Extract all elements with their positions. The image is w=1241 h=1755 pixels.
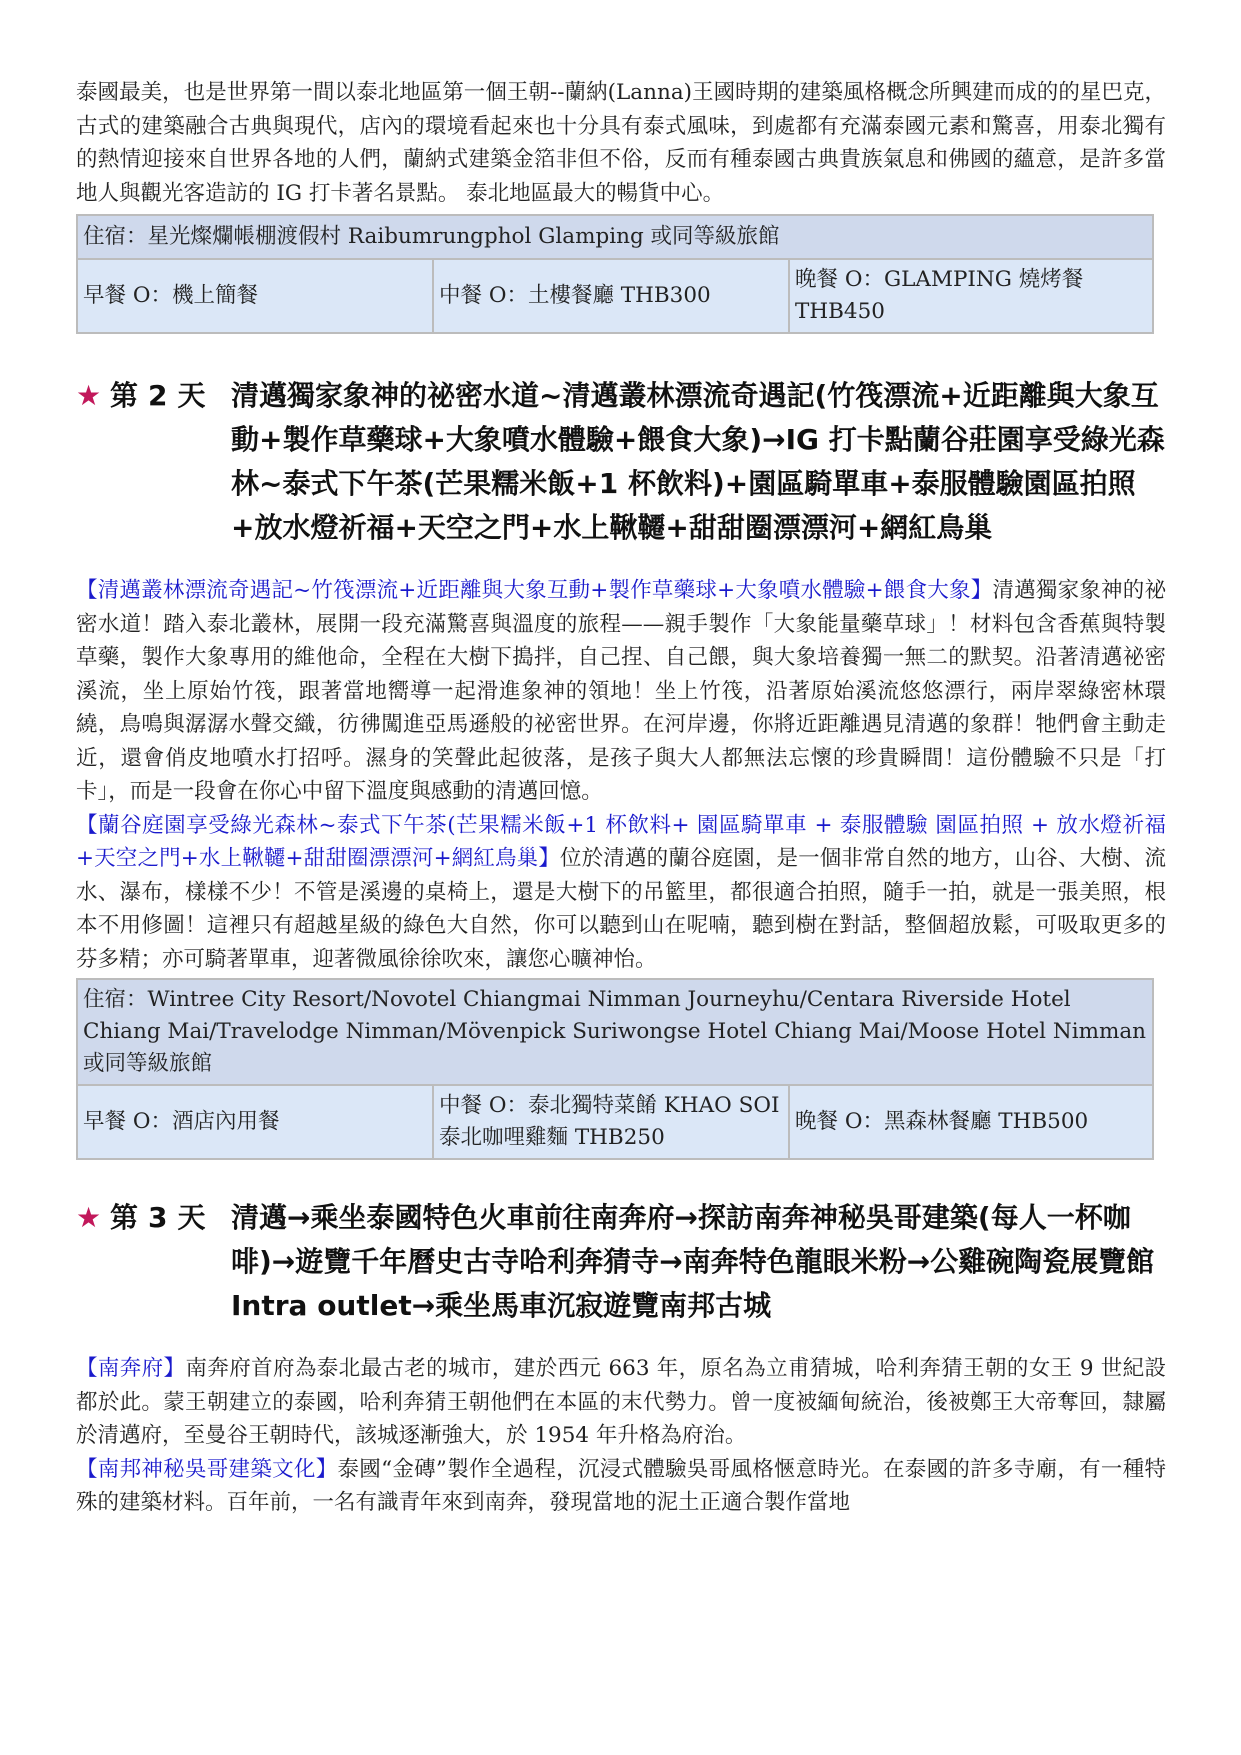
day2-accommodation: 住宿：Wintree City Resort/Novotel Chiangmai Nimman Journeyhu/Centara Riverside Hotel Chiang Mai/Travelodge Nimman/Mövenpick Suriwongse Hotel Chiang Mai/Moose Hotel Nimman 或同等級旅館 xyxy=(77,979,1153,1085)
day2-highlight-2: 【蘭谷庭園享受綠光森林~泰式下午茶(芒果糯米飯+1 杯飲料+ 園區騎單車 + 泰服體驗 園區拍照 + 放水燈祈福+天空之門+水上鞦韆+甜甜圈漂漂河+網紅鳥巢】 xyxy=(76,812,1166,871)
day2-highlight-1: 【清邁叢林漂流奇遇記~竹筏漂流+近距離與大象互動+製作草藥球+大象噴水體驗+餵食大象】 xyxy=(76,578,993,603)
day2-text-1: 清邁獨家象神的祕密水道！踏入泰北叢林，展開一段充滿驚喜與溫度的旅程——親手製作「大象能量藥草球」！材料包含香蕉與特製草藥，製作大象專用的維他命，全程在大樹下搗拌，自己捏、自己餵，與大象培養獨一無二的默契。沿著清邁祕密溪流，坐上原始竹筏，跟著當地嚮導一起滑進象神的領地！坐上竹筏，沿著原始溪流悠悠漂行，兩岸翠綠密林環繞，鳥鳴與潺潺水聲交織，彷彿闖進亞馬遜般的祕密世界。在河岸邊，你將近距離遇見清邁的象群！牠們會主動走近，還會俏皮地噴水打招呼。濕身的笑聲此起彼落，是孩子與大人都無法忘懷的珍貴瞬間！這份體驗不只是「打卡」，而是一段會在你心中留下溫度與感動的清邁回憶。 xyxy=(76,578,1166,804)
day2-lunch: 中餐 O：泰北獨特菜餚 KHAO SOI 泰北咖哩雞麵 THB250 xyxy=(433,1085,789,1159)
day2-title: 清邁獨家象神的祕密水道~清邁叢林漂流奇遇記(竹筏漂流+近距離與大象互動+製作草藥球+大象噴水體驗+餵食大象)→IG 打卡點蘭谷莊園享受綠光森林~泰式下午茶(芒果糯米飯+1 杯飲料)+園區騎單車+泰服體驗園區拍照+放水燈祈福+天空之門+水上鞦韆+甜甜圈漂漂河+網紅鳥巢 xyxy=(231,379,1165,544)
day2-info-table xyxy=(76,978,1154,1160)
star-icon: ★ xyxy=(76,1201,102,1234)
day1-info-table xyxy=(76,214,1154,334)
day2-suffix: 天 xyxy=(177,379,206,412)
day2-text-2: 位於清邁的蘭谷庭園，是一個非常自然的地方，山谷、大樹、流水、瀑布，樣樣不少！不管是溪邊的桌椅上，還是大樹下的吊籃里，都很適合拍照，隨手一拍，就是一張美照，根本不用修圖！這裡只有超越星級的綠色大自然，你可以聽到山在呢喃，聽到樹在對話，整個超放鬆，可吸取更多的芬多精；亦可騎著單車，迎著微風徐徐吹來，讓您心曠神怡。 xyxy=(76,846,1166,972)
day2-prefix: 第 xyxy=(110,379,139,412)
day2-label xyxy=(110,374,231,550)
day3-text-2: 泰國“金磚”製作全過程，沉浸式體驗吳哥風格愜意時光。在泰國的許多寺廟，有一種特殊的建築材料。百年前，一名有識青年來到南奔，發現當地的泥土正適合製作當地 xyxy=(76,1456,1166,1515)
day3-prefix: 第 xyxy=(110,1201,139,1234)
day1-breakfast: 早餐 O：機上簡餐 xyxy=(77,259,433,333)
day1-accommodation: 住宿：星光燦爛帳棚渡假村 Raibumrungphol Glamping 或同等級旅館 xyxy=(77,215,1153,259)
page-content xyxy=(76,0,1166,1520)
day1-dinner: 晚餐 O：GLAMPING 燒烤餐 THB450 xyxy=(789,259,1153,333)
day3-label xyxy=(110,1196,231,1328)
day3-suffix: 天 xyxy=(177,1201,206,1234)
day2-paragraph-2 xyxy=(76,809,1166,977)
day2-number: 2 xyxy=(148,379,168,412)
day3-text-1: 南奔府首府為泰北最古老的城市，建於西元 663 年，原名為立甫猜城，哈利奔猜王朝的女王 9 世紀設都於此。蒙王朝建立的泰國，哈利奔猜王朝他們在本區的末代勢力。曾一度被緬甸統治，後被鄭王大帝奪回，隸屬於清邁府，至曼谷王朝時代，該城逐漸強大，於 1954 年升格為府治。 xyxy=(76,1356,1166,1448)
day3-paragraph-1 xyxy=(76,1352,1166,1453)
day2-breakfast: 早餐 O：酒店內用餐 xyxy=(77,1085,433,1159)
day2-paragraph-1 xyxy=(76,574,1166,809)
day3-paragraph-2 xyxy=(76,1453,1166,1520)
day2-heading xyxy=(76,374,1166,550)
day2-dinner: 晚餐 O：黑森林餐廳 THB500 xyxy=(789,1085,1153,1159)
star-icon: ★ xyxy=(76,379,102,412)
day3-highlight-1: 【南奔府】 xyxy=(76,1356,186,1381)
day3-highlight-2: 【南邦神秘吳哥建築文化】 xyxy=(76,1456,338,1482)
day1-lunch: 中餐 O：土樓餐廳 THB300 xyxy=(433,259,789,333)
day3-heading xyxy=(76,1196,1166,1328)
day3-title: 清邁→乘坐泰國特色火車前往南奔府→探訪南奔神秘吳哥建築(每人一杯咖啡)→遊覽千年曆史古寺哈利奔猜寺→南奔特色龍眼米粉→公雞碗陶瓷展覽館 Intra outlet→乘坐馬車沉寂遊覽南邦古城 xyxy=(231,1201,1155,1322)
day3-number: 3 xyxy=(148,1201,168,1234)
intro-paragraph: 泰國最美，也是世界第一間以泰北地區第一個王朝--蘭納(Lanna)王國時期的建築風格概念所興建而成的的星巴克，古式的建築融合古典與現代，店內的環境看起來也十分具有泰式風味，到處都有充滿泰國元素和驚喜，用泰北獨有的熱情迎接來自世界各地的人們，蘭納式建築金箔非但不俗，反而有種泰國古典貴族氣息和佛國的蘊意，是許多當地人與觀光客造訪的 IG 打卡著名景點。 泰北地區最大的暢貨中心。 xyxy=(76,80,1166,206)
